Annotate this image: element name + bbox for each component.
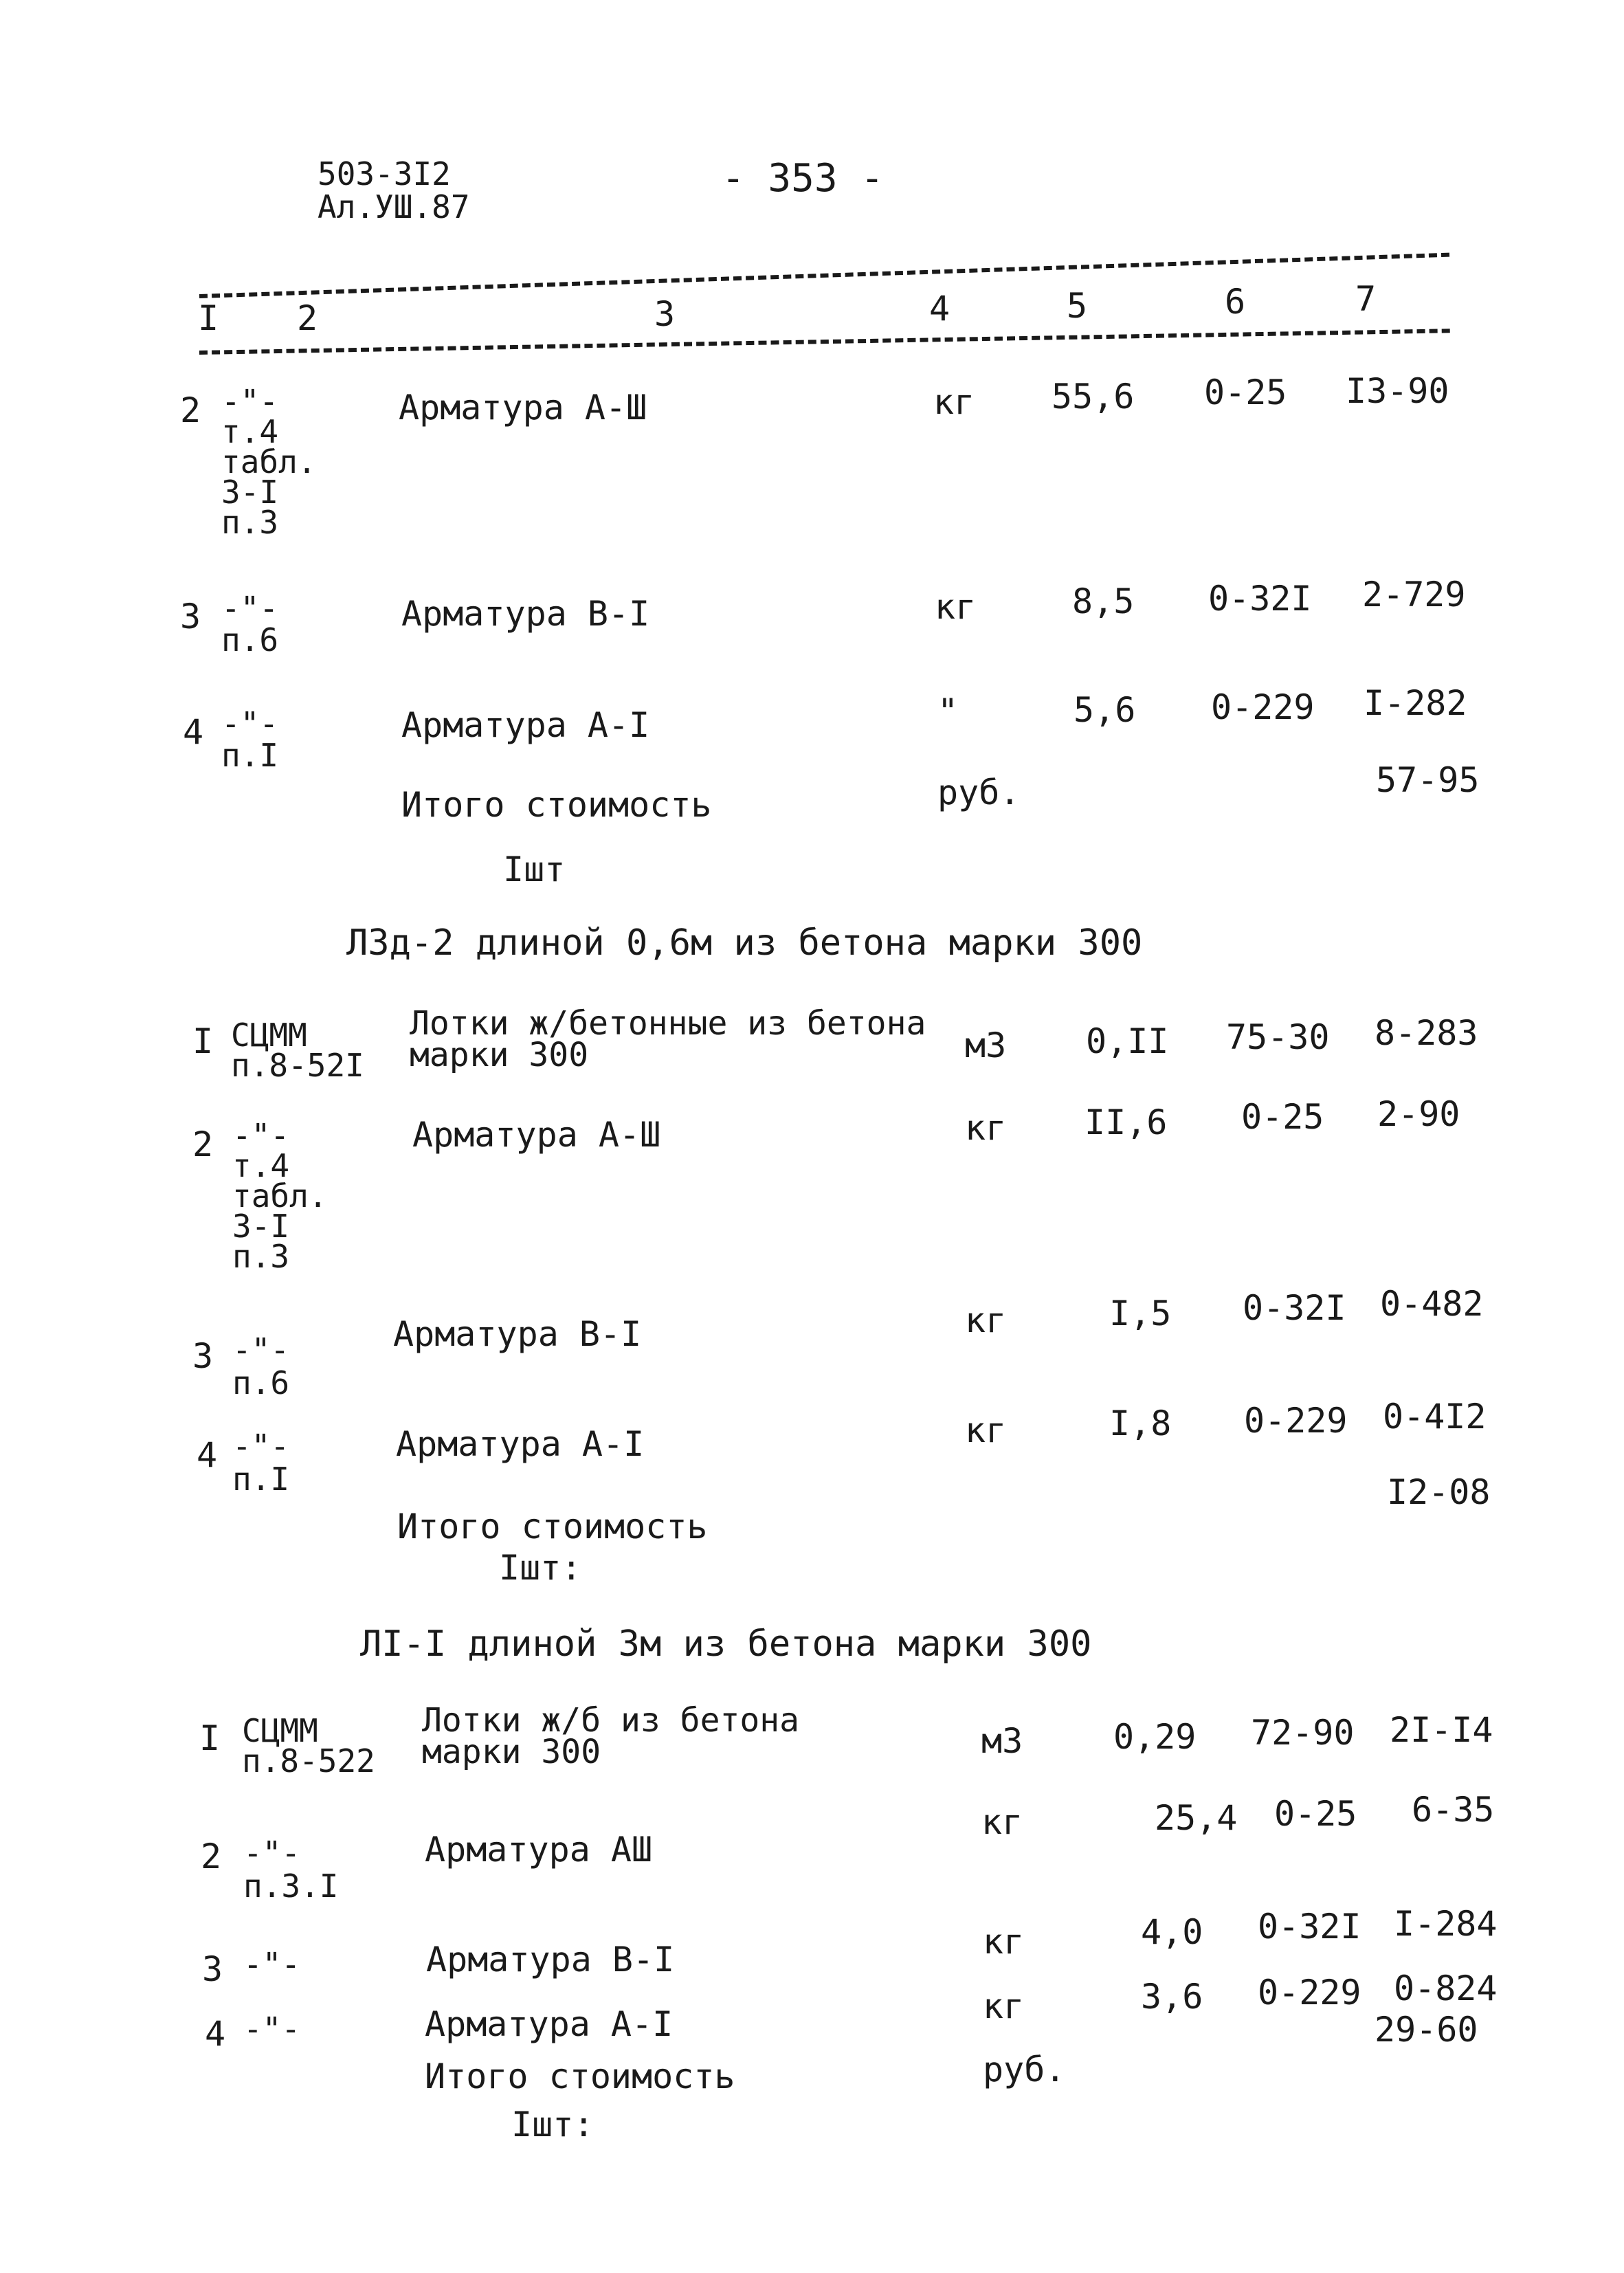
- total-value: I2-08: [1387, 1472, 1491, 1512]
- row-number: 2: [180, 390, 201, 430]
- row-reference: -"- п.3.I: [243, 1834, 339, 1905]
- row-reference: СЦММ п.8-52I: [231, 1017, 364, 1084]
- total-unit: руб.: [937, 773, 1021, 812]
- row-unit: м3: [965, 1025, 1007, 1065]
- row-unit: кг: [981, 1802, 1023, 1842]
- row-price: 75-30: [1226, 1017, 1330, 1057]
- row-reference: -"- т.4 табл. 3-I п.3: [221, 383, 317, 541]
- total-unit: руб.: [983, 2050, 1066, 2089]
- row-name: Арматура А-I: [396, 1424, 645, 1464]
- row-number: I: [192, 1021, 214, 1061]
- row-name: Арматура А-I: [401, 705, 650, 745]
- row-price: 0-229: [1244, 1401, 1348, 1441]
- section-title: ЛI-I длиной 3м из бетона марки 300: [360, 1623, 1092, 1665]
- row-price: 0-229: [1211, 687, 1315, 727]
- total-value: 29-60: [1375, 2010, 1478, 2050]
- row-qty: I,8: [1109, 1404, 1172, 1443]
- row-number: 3: [202, 1949, 223, 1989]
- page-number: - 353 -: [722, 156, 885, 201]
- row-unit: ": [937, 691, 959, 731]
- row-price: 0-25: [1274, 1794, 1357, 1834]
- col-header-6: 6: [1225, 282, 1246, 322]
- total-value: 57-95: [1376, 760, 1480, 800]
- row-name: Арматура А-Ш: [399, 388, 647, 428]
- row-cost: 0-482: [1380, 1284, 1484, 1324]
- col-header-4: 4: [929, 289, 950, 329]
- row-reference: -"- т.4 табл. 3-I п.3: [232, 1117, 328, 1275]
- row-number: 4: [183, 712, 204, 752]
- row-cost: I3-90: [1346, 371, 1449, 411]
- per-piece-label: Iшт: [503, 850, 566, 889]
- row-reference: -"- п.I: [221, 705, 279, 774]
- row-qty: II,6: [1084, 1102, 1168, 1142]
- row-name: Арматура АШ: [425, 1830, 653, 1870]
- row-qty: 25,4: [1155, 1798, 1238, 1838]
- album-ref: Ал.УШ.87: [318, 188, 470, 225]
- row-cost: 2-729: [1362, 575, 1466, 614]
- row-name: Арматура А-I: [425, 2004, 674, 2044]
- per-piece-label: Iшт:: [511, 2105, 594, 2144]
- row-price: 0-229: [1258, 1973, 1361, 2013]
- row-cost: 2I-I4: [1390, 1710, 1493, 1750]
- row-cost: 2-90: [1377, 1094, 1460, 1134]
- row-cost: 0-824: [1394, 1969, 1498, 2008]
- col-header-3: 3: [654, 294, 676, 334]
- row-unit: кг: [983, 1922, 1025, 1962]
- row-unit: кг: [935, 587, 977, 627]
- row-qty: 3,6: [1141, 1977, 1203, 2017]
- row-number: I: [199, 1718, 221, 1758]
- row-unit: кг: [933, 382, 975, 422]
- row-qty: 5,6: [1074, 690, 1136, 730]
- col-header-7: 7: [1355, 279, 1377, 319]
- col-header-1: I: [198, 298, 219, 338]
- header-bottom-rule: [199, 329, 1450, 355]
- row-reference: СЦММ п.8-522: [242, 1712, 375, 1779]
- row-number: 4: [205, 2014, 226, 2054]
- row-qty: 55,6: [1052, 377, 1135, 417]
- row-reference: -"- п.6: [221, 590, 279, 658]
- row-qty: 0,II: [1086, 1021, 1169, 1061]
- row-number: 2: [192, 1124, 214, 1164]
- per-piece-label: Iшт:: [499, 1548, 582, 1588]
- total-label: Итого стоимость: [401, 785, 712, 825]
- row-name: Арматура А-Ш: [412, 1115, 661, 1155]
- row-reference: -"-: [243, 1946, 301, 1983]
- row-unit: м3: [981, 1721, 1023, 1761]
- row-unit: кг: [965, 1108, 1007, 1148]
- row-qty: 4,0: [1141, 1912, 1203, 1952]
- row-cost: 6-35: [1412, 1790, 1495, 1830]
- row-qty: I,5: [1109, 1294, 1172, 1333]
- row-cost: 8-283: [1375, 1013, 1478, 1053]
- row-unit: кг: [965, 1410, 1007, 1450]
- row-price: 0-32I: [1208, 579, 1312, 619]
- header-top-rule: [199, 253, 1449, 298]
- row-price: 72-90: [1251, 1713, 1355, 1753]
- row-name: Арматура В-I: [426, 1940, 675, 1980]
- row-unit: кг: [983, 1986, 1025, 2026]
- col-header-2: 2: [297, 298, 318, 338]
- row-name: Лотки ж/б из бетона марки 300: [422, 1701, 800, 1771]
- row-reference: -"- п.I: [232, 1428, 290, 1498]
- row-cost: I-284: [1394, 1904, 1498, 1944]
- row-price: 0-32I: [1243, 1288, 1346, 1328]
- row-name: Арматура В-I: [393, 1314, 642, 1354]
- col-header-5: 5: [1067, 286, 1088, 326]
- row-name: Арматура В-I: [401, 594, 650, 634]
- row-reference: -"-: [243, 2010, 301, 2048]
- row-reference: -"- п.6: [232, 1331, 290, 1401]
- doc-code: 503-3I2: [318, 155, 451, 192]
- row-price: 0-25: [1241, 1097, 1324, 1137]
- row-number: 3: [180, 597, 201, 636]
- row-price: 0-32I: [1258, 1907, 1361, 1947]
- row-price: 0-25: [1204, 373, 1287, 412]
- total-label: Итого стоимость: [425, 2056, 735, 2096]
- row-qty: 8,5: [1072, 581, 1135, 621]
- row-cost: I-282: [1364, 683, 1467, 723]
- row-name: Лотки ж/бетонные из бетона марки 300: [410, 1004, 926, 1074]
- row-number: 2: [201, 1837, 222, 1876]
- section-title: ЛЗд-2 длиной 0,6м из бетона марки 300: [346, 922, 1143, 964]
- row-qty: 0,29: [1113, 1717, 1197, 1757]
- row-number: 3: [192, 1336, 214, 1376]
- row-cost: 0-4I2: [1383, 1397, 1487, 1437]
- row-number: 4: [197, 1435, 218, 1475]
- total-label: Итого стоимость: [397, 1507, 708, 1546]
- row-unit: кг: [965, 1300, 1007, 1340]
